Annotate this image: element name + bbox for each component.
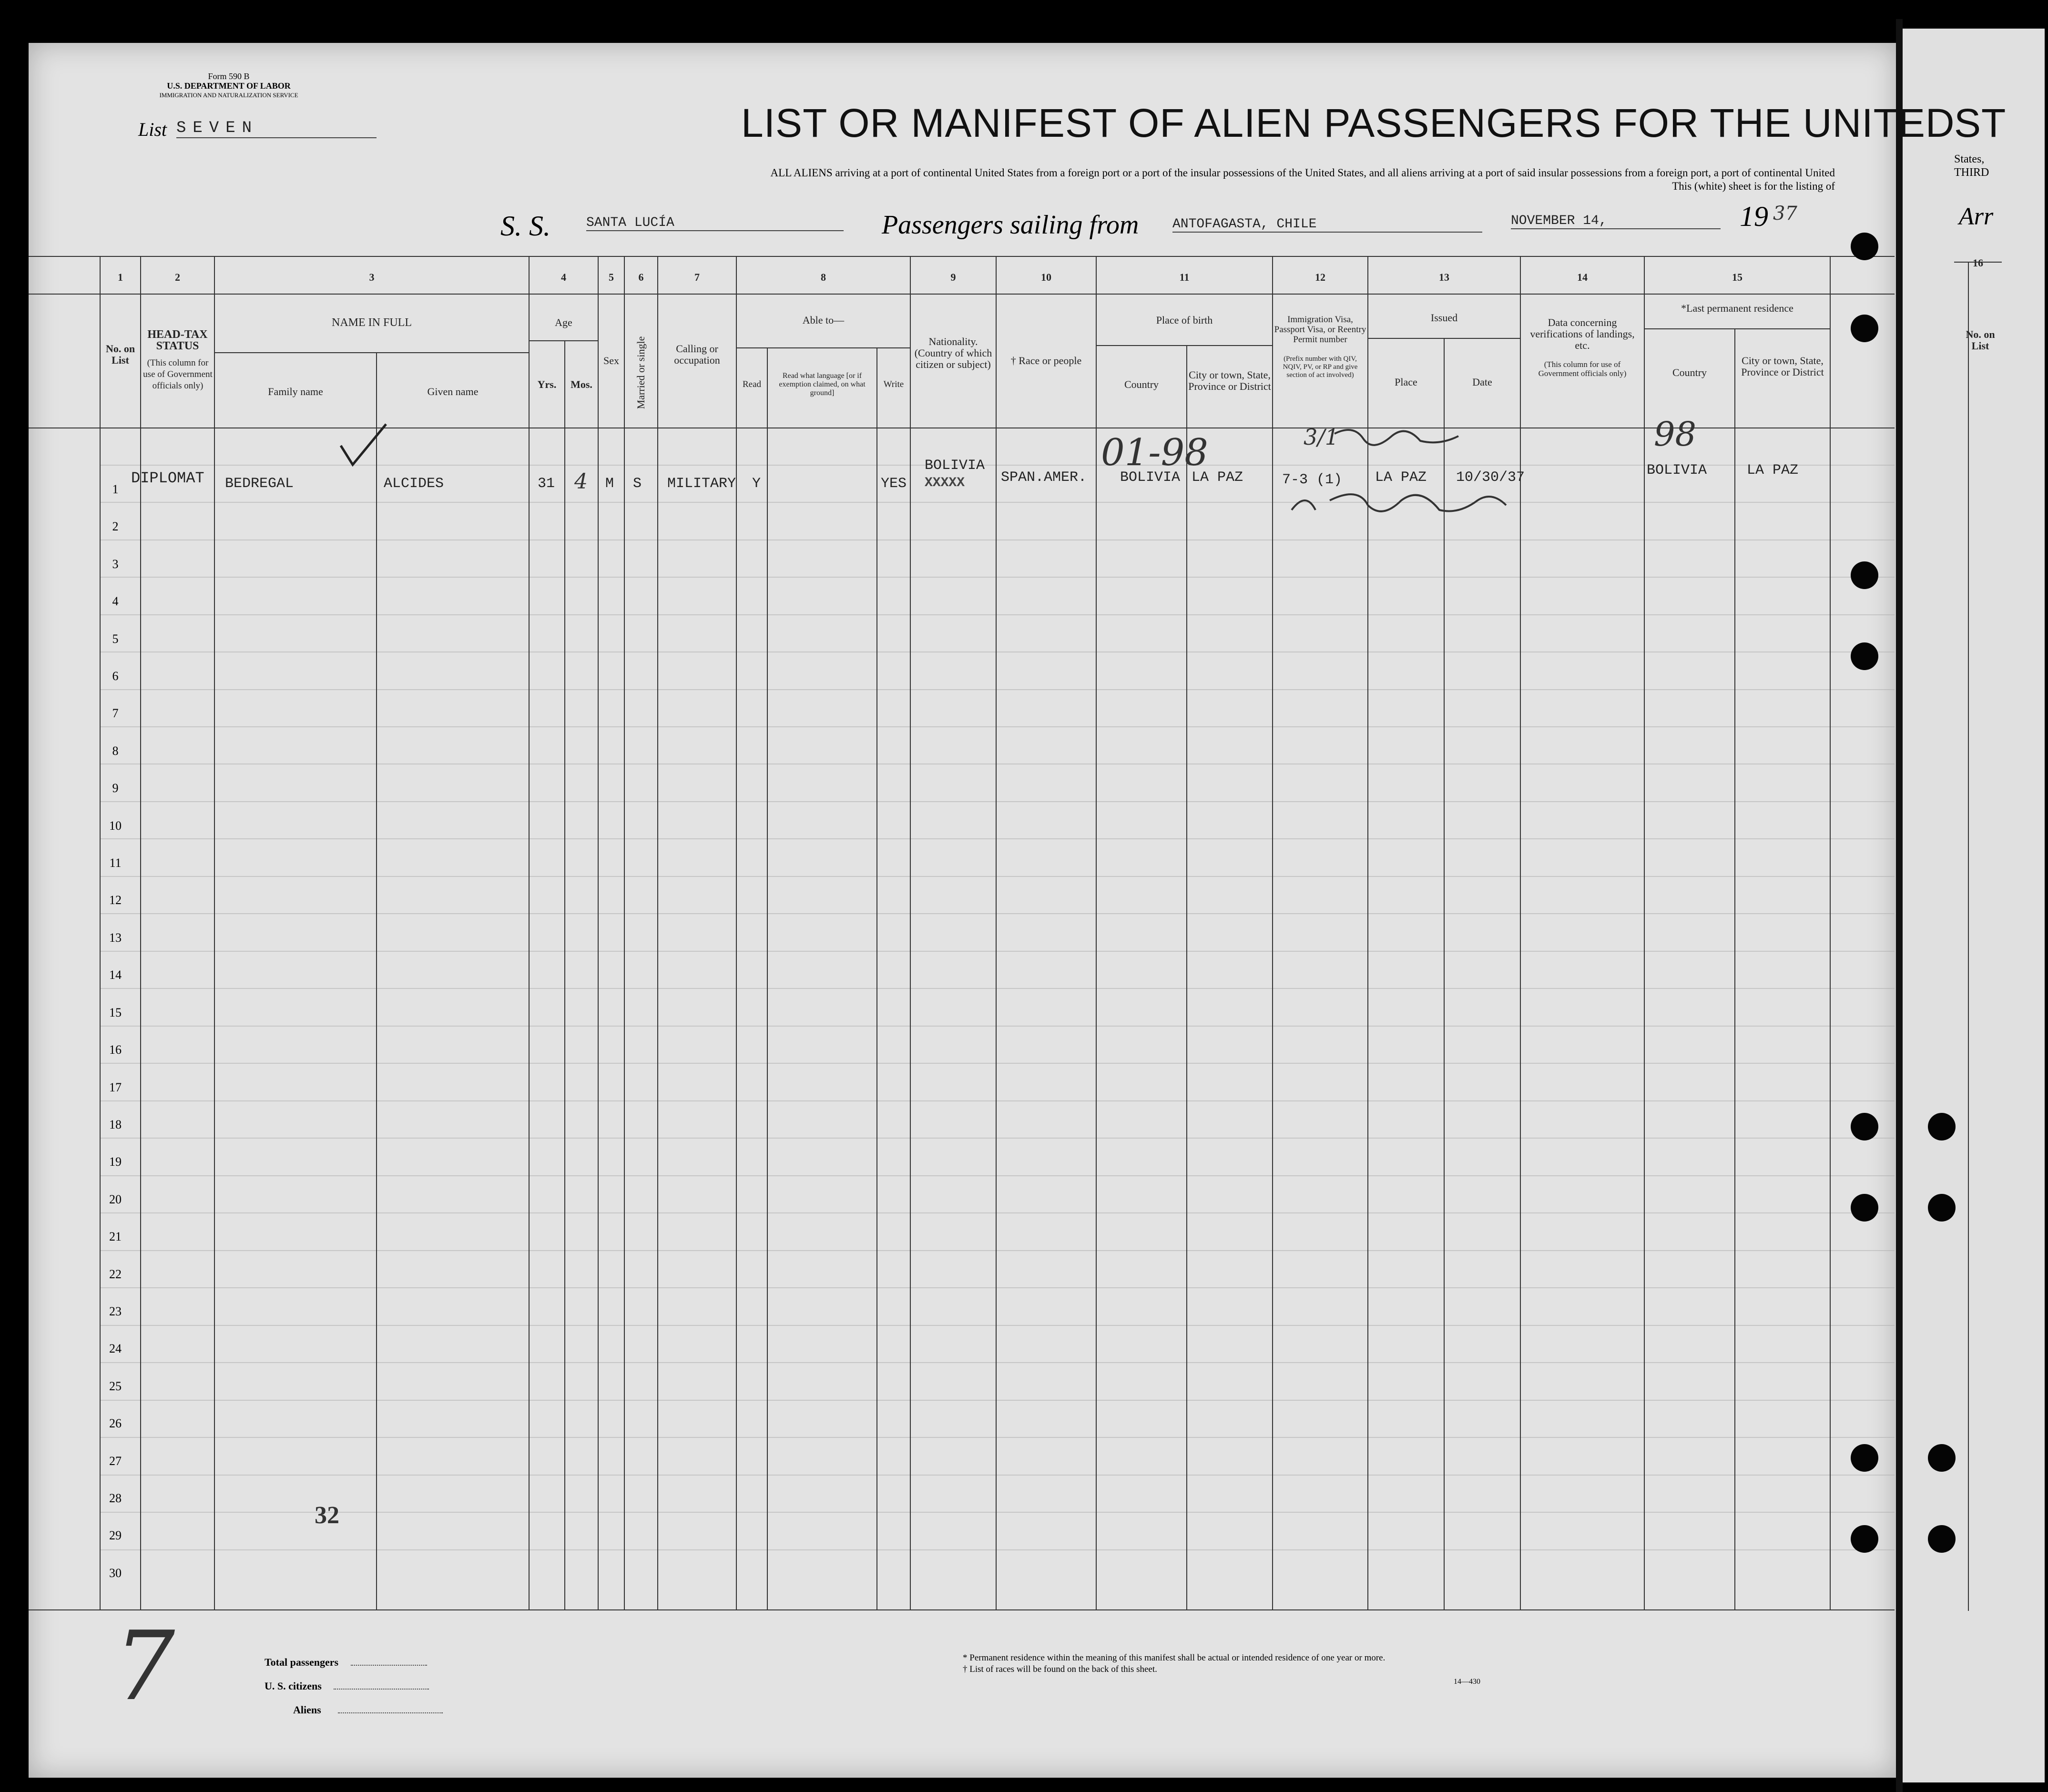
punch-hole	[1851, 1194, 1878, 1222]
row-number: 11	[109, 856, 122, 870]
checkmark-icon	[334, 419, 391, 472]
can-write: YES	[881, 476, 907, 492]
service: IMMIGRATION AND NATURALIZATION SERVICE	[159, 92, 298, 99]
header-name-in-full: NAME IN FULL	[332, 316, 412, 329]
header-age: Age	[555, 316, 572, 328]
footer-note-1: * Permanent residence within the meaning of this manifest shall be actual or intended residence of one year or more.	[963, 1653, 1386, 1663]
form-number: Form 590 B	[208, 71, 250, 81]
header-married: Married or single	[635, 336, 647, 409]
header-mos: Mos.	[571, 378, 592, 390]
header-nationality: Nationality. (Country of which citizen or subject)	[914, 336, 992, 370]
row-number: 19	[109, 1155, 122, 1169]
header-no-on-list: No. on List	[105, 343, 135, 366]
sex: M	[605, 476, 614, 492]
header-issued: Issued	[1430, 312, 1458, 324]
row-number: 4	[112, 594, 119, 609]
row-number: 7	[112, 706, 119, 721]
ss-label: S. S.	[500, 210, 550, 242]
row-number: 26	[109, 1416, 122, 1431]
can-read: Y	[752, 476, 761, 492]
visa-number: 7-3 (1)	[1282, 472, 1343, 488]
row-number: 2	[112, 519, 119, 534]
punch-hole	[1851, 315, 1878, 342]
colnum-1: 1	[118, 271, 123, 283]
us-citizens-text: U. S. citizens	[265, 1680, 322, 1692]
sailing-label: Passengers sailing from	[882, 210, 1139, 240]
header-birth-city: City or town, State, Province or District	[1188, 369, 1271, 392]
ruled-lines	[100, 465, 1895, 1550]
print-code: 14—430	[1454, 1678, 1480, 1686]
punch-hole	[1928, 1194, 1956, 1222]
punch-hole	[1928, 1113, 1956, 1140]
header-read-language: Read what language [or if exemption claimed, on what ground]	[779, 372, 866, 397]
colnum-5: 5	[609, 271, 614, 283]
header-sex: Sex	[603, 355, 619, 367]
row-number: 14	[109, 968, 122, 982]
colnum-2: 2	[175, 271, 180, 283]
row-number: 21	[109, 1230, 122, 1244]
adjacent-sheet-grid	[1954, 248, 2002, 1630]
colnum-3: 3	[369, 271, 375, 283]
header-res-city: City or town, State, Province or District	[1741, 355, 1824, 378]
family-name: BEDREGAL	[225, 476, 294, 492]
header-yrs: Yrs.	[537, 378, 557, 390]
row-number: 10	[109, 818, 122, 833]
aliens-label	[293, 1704, 531, 1716]
list-label: List	[138, 119, 167, 140]
header-read: Read	[742, 379, 762, 389]
header-issued-date: Date	[1472, 376, 1492, 388]
header-head-tax: HEAD-TAX STATUS	[147, 328, 208, 352]
colnum-4: 4	[561, 271, 566, 283]
punch-hole	[1928, 1444, 1956, 1472]
header-visa: Immigration Visa, Passport Visa, or Reentry Permit number	[1274, 315, 1366, 345]
subtitle-1: ALL ALIENS arriving at a port of continental United States from a foreign port or a port of the insular possessions of the United States, and all aliens arriving at a port of said insular possessions from a foreign port, a port of continental United	[770, 167, 1835, 179]
row-number: 29	[109, 1528, 122, 1543]
us-citizens-label	[265, 1680, 503, 1692]
residence-code-annotation: 98	[1654, 415, 1697, 454]
departure-date: NOVEMBER 14,	[1511, 214, 1721, 229]
row-number: 16	[109, 1043, 122, 1057]
header-calling: Calling or occupation	[674, 343, 720, 366]
total-passengers-label	[265, 1656, 503, 1669]
colnum-6: 6	[638, 271, 644, 283]
row-number: 9	[112, 781, 119, 795]
header-write: Write	[883, 379, 904, 389]
row-number: 22	[109, 1267, 122, 1281]
footer-note-2: † List of races will be found on the back of this sheet.	[963, 1664, 1157, 1674]
row-number: 1	[112, 482, 119, 496]
header-place-of-birth: Place of birth	[1156, 314, 1213, 326]
row-number: 30	[109, 1566, 122, 1580]
header-race: † Race or people	[1010, 355, 1082, 367]
ship-name: SANTA LUCÍA	[586, 215, 844, 231]
punch-hole	[1851, 642, 1878, 670]
page-number: 32	[315, 1502, 339, 1529]
total-passengers-text: Total passengers	[265, 1656, 339, 1668]
right-header-no-on-list: No. on List	[1966, 328, 1995, 352]
row-number: 18	[109, 1117, 122, 1131]
row-number: 24	[109, 1342, 122, 1356]
visa-annotation: 3/1	[1304, 424, 1339, 450]
nationality: BOLIVIA	[925, 458, 985, 474]
row-number: 25	[109, 1379, 122, 1393]
punch-hole	[1928, 1525, 1956, 1553]
row-number: 27	[109, 1454, 122, 1468]
right-fragment-3: Arr	[1959, 203, 1994, 230]
colnum-16: 16	[1973, 257, 1983, 269]
row-numbers	[101, 471, 130, 1592]
marital-status: S	[633, 476, 642, 492]
punch-hole	[1851, 1525, 1878, 1553]
year-prefix: 19	[1740, 201, 1768, 232]
header-res-country: Country	[1672, 367, 1707, 378]
punch-hole	[1851, 1444, 1878, 1472]
age-months: 4	[574, 469, 588, 494]
row-number: 23	[109, 1304, 122, 1318]
header-data-note: (This column for use of Government officials only)	[1538, 360, 1627, 378]
row-number: 28	[109, 1491, 122, 1505]
row-number: 20	[109, 1192, 122, 1206]
header-family-name: Family name	[268, 386, 323, 397]
head-tax-status: DIPLOMAT	[131, 469, 204, 487]
colnum-14: 14	[1577, 271, 1588, 283]
header-last-residence: *Last permanent residence	[1681, 302, 1793, 314]
departure-port: ANTOFAGASTA, CHILE	[1172, 217, 1482, 233]
race: SPAN.AMER.	[1001, 469, 1087, 486]
manifest-title: LIST OR MANIFEST OF ALIEN PASSENGERS FOR THE UNITED	[741, 101, 1955, 145]
given-name: ALCIDES	[384, 476, 444, 492]
colnum-8: 8	[821, 271, 826, 283]
row-number: 3	[112, 557, 119, 571]
right-fragment-2: THIRD	[1954, 166, 1989, 179]
department: U.S. DEPARTMENT OF LABOR	[167, 81, 291, 91]
header-issued-place: Place	[1395, 376, 1417, 388]
row-number: 8	[112, 743, 119, 758]
header-visa-note: (Prefix number with QIV, NQIV, PV, or RP and give section of act involved)	[1283, 355, 1358, 379]
colnum-7: 7	[694, 271, 700, 283]
row-number: 15	[109, 1005, 122, 1019]
row-number: 12	[109, 893, 122, 907]
header-able-to: Able to—	[802, 314, 845, 326]
right-fragment-1: States,	[1954, 153, 1985, 165]
issued-date: 10/30/37	[1456, 469, 1525, 486]
list-number: SEVEN	[176, 119, 377, 138]
header-given-name: Given name	[427, 386, 479, 397]
birth-country: BOLIVIA	[1120, 469, 1181, 486]
year-suffix: 37	[1773, 203, 1797, 224]
residence-city: LA PAZ	[1747, 462, 1799, 479]
header-birth-country: Country	[1124, 378, 1159, 390]
age-years: 31	[538, 476, 555, 492]
header-data-concerning: Data concerning verifications of landings, etc.	[1530, 316, 1635, 351]
row-number: 5	[112, 631, 119, 646]
issued-place: LA PAZ	[1375, 469, 1427, 486]
colnum-15: 15	[1732, 271, 1742, 283]
colnum-10: 10	[1041, 271, 1051, 283]
nationality-struck: XXXXX	[925, 476, 965, 490]
colnum-9: 9	[950, 271, 956, 283]
colnum-12: 12	[1315, 271, 1325, 283]
birth-code-annotation: 01-98	[1101, 431, 1208, 474]
header-head-tax-note: (This column for use of Government officials only)	[143, 358, 213, 391]
occupation: MILITARY	[667, 476, 736, 492]
row-number: 17	[109, 1080, 122, 1094]
colnum-11: 11	[1179, 271, 1190, 283]
residence-country: BOLIVIA	[1647, 462, 1707, 479]
colnum-13: 13	[1439, 271, 1449, 283]
row-number: 13	[109, 930, 122, 945]
manifest-title-continued: ST	[1954, 101, 2007, 145]
punch-hole	[1851, 233, 1878, 260]
handwritten-scribble	[1287, 415, 1535, 539]
punch-hole	[1851, 561, 1878, 589]
subtitle-2: This (white) sheet is for the listing of	[1672, 180, 1835, 192]
row-number: 6	[112, 669, 119, 683]
aliens-text: Aliens	[293, 1704, 321, 1716]
margin-annotation: 7	[114, 1611, 175, 1722]
birth-city: LA PAZ	[1192, 469, 1243, 486]
punch-hole	[1851, 1113, 1878, 1140]
